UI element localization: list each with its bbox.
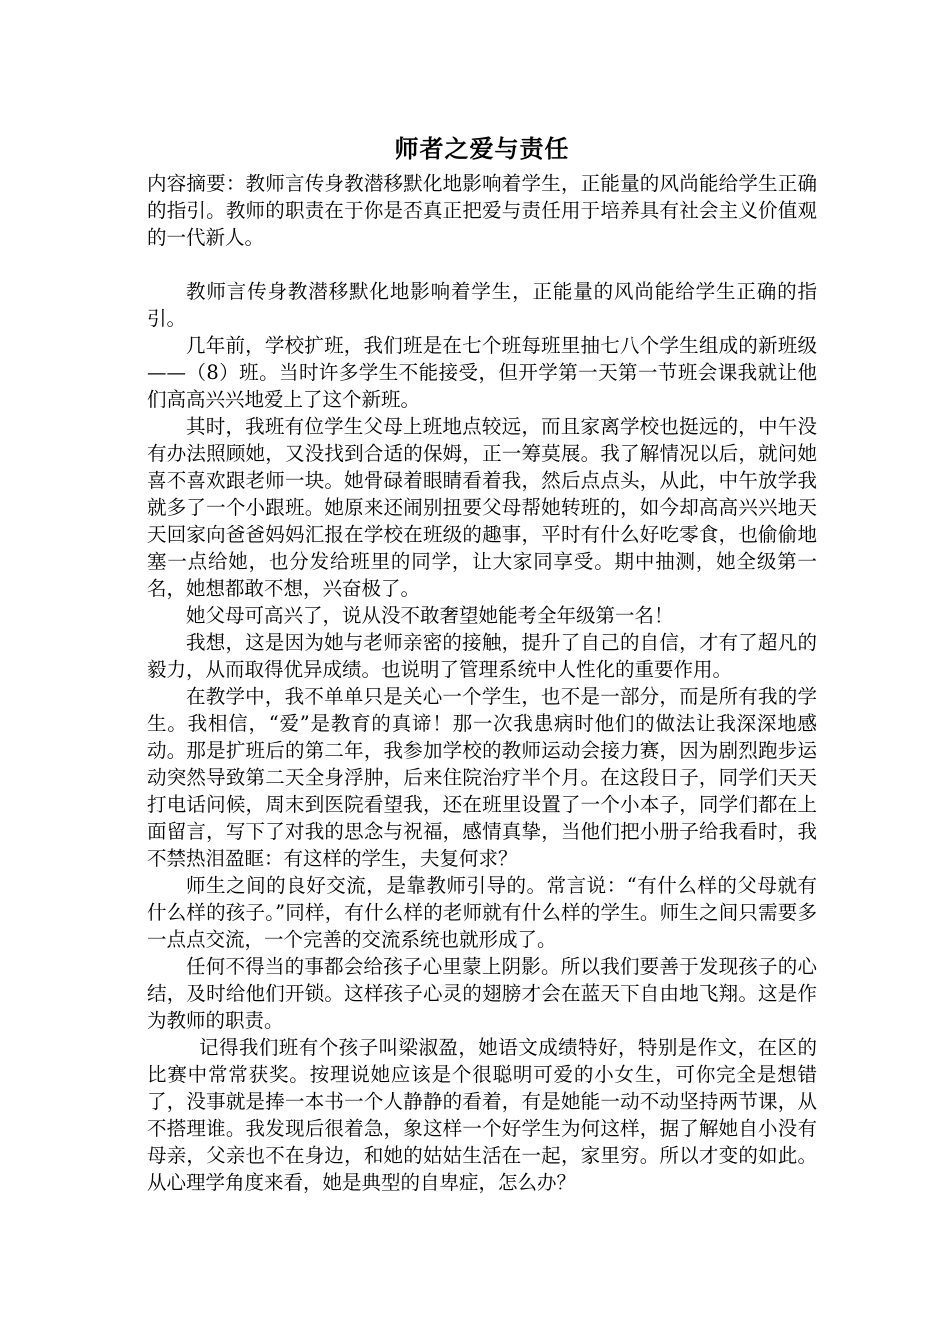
paragraph-5: 我想，这是因为她与老师亲密的接触，提升了自己的自信，才有了超凡的毅力，从而取得优异成绩。也说明了管理系统中人性化的重要作用。 [147,631,817,681]
paragraph-6: 在教学中，我不单单只是关心一个学生，也不是一部分，而是所有我的学生。我相信，“爱”是教育的真谛！那一次我患病时他们的做法让我深深地感动。那是扩班后的第二年，我参加学校的教师运动会接力赛，因为剧烈跑步运动突然导致第二天全身浮肿，后来住院治疗半个月。在这段日子，同学们天天打电话问候，周末到医院看望我，还在班里设置了一个小本子，同学们都在上面留言，写下了对我的思念与祝福，感情真挚，当他们把小册子给我看时，我不禁热泪盈眶：有这样的学生，夫复何求？ [147,685,817,870]
paragraph-3: 其时，我班有位学生父母上班地点较远，而且家离学校也挺远的，中午没有办法照顾她，又没找到合适的保姆，正一筹莫展。我了解情况以后，就问她喜不喜欢跟老师一块。她骨碌着眼睛看着我，然后点点头，从此，中午放学我就多了一个小跟班。她原来还闹别扭要父母帮她转班的，如今却高高兴兴地天天回家向爸爸妈妈汇报在学校在班级的趣事，平时有什么好吃零食，也偷偷地塞一点给她，也分发给班里的同学，让大家同享受。期中抽测，她全级第一名，她想都敢不想，兴奋极了。 [147,415,817,600]
paragraph-8: 任何不得当的事都会给孩子心里蒙上阴影。所以我们要善于发现孩子的心结，及时给他们开锁。这样孩子心灵的翅膀才会在蓝天下自由地飞翔。这是作为教师的职责。 [147,955,817,1032]
paragraph-9: 记得我们班有个孩子叫梁淑盈，她语文成绩特好，特别是作文，在区的比赛中常常获奖。按理说她应该是个很聪明可爱的小女生，可你完全是想错了，没事就是捧一本书一个人静静的看着，有是她能一动不动坚持两节课，从不搭理谁。我发现后很着急，象这样一个好学生为何这样，据了解她自小没有母亲，父亲也不在身边，和她的姑姑生活在一起，家里穷。所以才变的如此。从心理学角度来看，她是典型的自卑症，怎么办？ [147,1036,817,1194]
document-page [147,132,817,1196]
paragraph-1: 教师言传身教潜移默化地影响着学生，正能量的风尚能给学生正确的指引。 [147,280,817,330]
paragraph-4: 她父母可高兴了，说从没不敢奢望她能考全年级第一名！ [186,604,674,627]
document-title: 师者之爱与责任 [394,134,570,163]
paragraph-7: 师生之间的良好交流，是靠教师引导的。常言说：“有什么样的父母就有什么样的孩子。”同样，有什么样的老师就有什么样的学生。师生之间只需要多一点点交流，一个完善的交流系统也就形成了。 [147,874,817,951]
paragraph-2: 几年前，学校扩班，我们班是在七个班每班里抽七八个学生组成的新班级——（8）班。当时许多学生不能接受，但开学第一天第一节班会课我就让他们高高兴兴地爱上了这个新班。 [147,334,817,411]
document-abstract: 内容摘要：教师言传身教潜移默化地影响着学生，正能量的风尚能给学生正确的指引。教师的职责在于你是否真正把爱与责任用于培养具有社会主义价值观的一代新人。 [147,172,817,249]
